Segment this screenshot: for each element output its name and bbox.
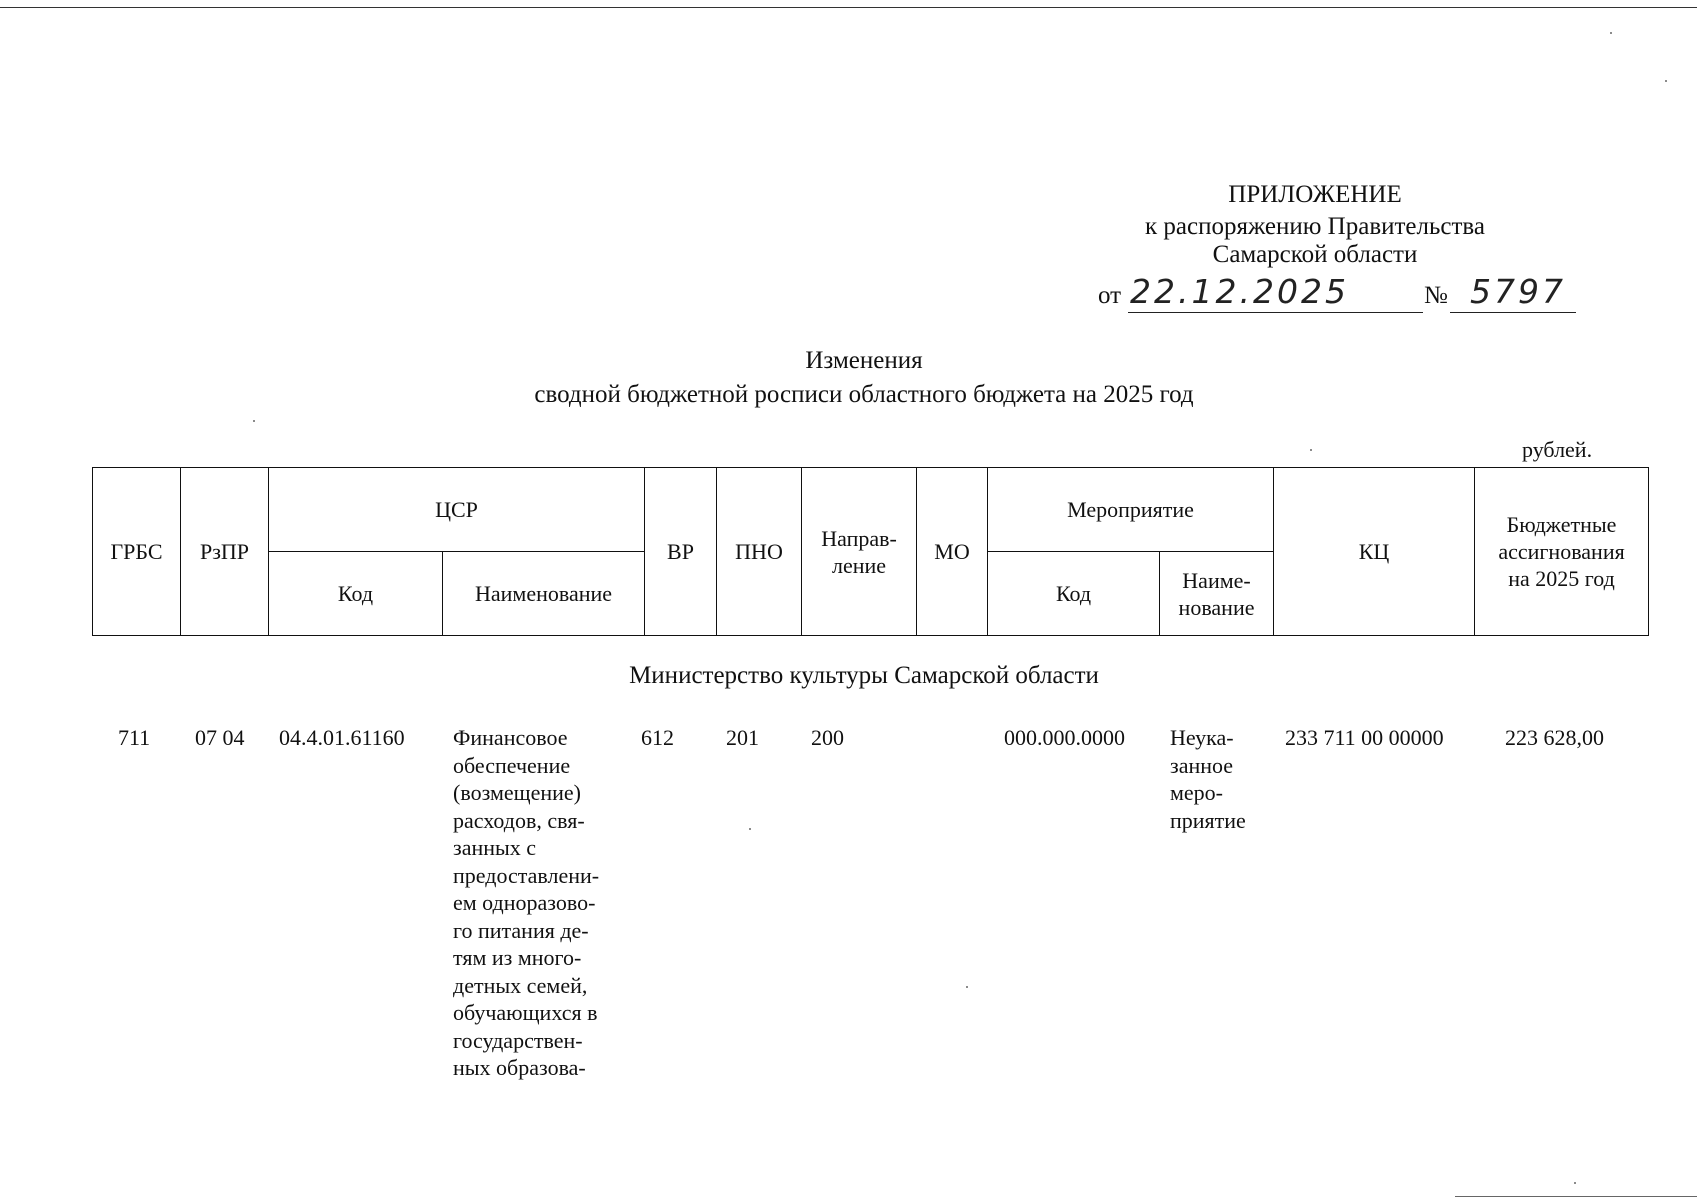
header-budget — [1475, 468, 1649, 636]
row-csr-code: 04.4.01.61160 — [279, 725, 405, 750]
header-direction — [802, 468, 917, 636]
document-subtitle: сводной бюджетной росписи областного бюджета на 2025 год — [534, 381, 1194, 408]
header-event-code: Код — [988, 552, 1160, 636]
csr-name-line: тям из много- — [453, 945, 582, 970]
document-title-block — [0, 344, 1697, 412]
scan-speck — [253, 420, 255, 422]
scan-speck — [749, 828, 751, 830]
scan-speck — [1310, 449, 1312, 451]
header-table — [92, 467, 1649, 636]
row-grbs: 711 — [118, 725, 151, 750]
scan-speck — [1665, 80, 1667, 82]
csr-name-line: обучающихся в — [453, 1000, 598, 1025]
csr-name-line: ем одноразово- — [453, 890, 596, 915]
scan-speck — [1610, 32, 1612, 34]
header-event: Мероприятие — [988, 468, 1274, 552]
csr-name-line: обеспечение — [453, 752, 571, 778]
csr-name-line: го питания де- — [453, 917, 589, 943]
header-mo: МО — [917, 468, 988, 636]
csr-name-line: ных образова- — [453, 1055, 586, 1080]
date-prefix: от — [1098, 282, 1122, 309]
header-kc: КЦ — [1274, 468, 1475, 636]
header-budget-line-3: на 2025 год — [1508, 566, 1615, 591]
csr-name-line: занных с — [453, 835, 537, 860]
number-handwritten: 5797 — [1470, 272, 1566, 311]
header-rzpr: РзПР — [181, 468, 269, 636]
csr-name-line: расходов, свя- — [453, 807, 585, 833]
appendix-block — [1090, 181, 1540, 269]
row-event-name — [1170, 724, 1246, 834]
appendix-title: ПРИЛОЖЕНИЕ — [1228, 181, 1402, 208]
header-csr-name: Наименование — [443, 552, 645, 636]
header-grbs: ГРБС — [93, 468, 181, 636]
csr-name-line: Финансовое — [453, 725, 568, 750]
scan-speck — [1574, 1182, 1576, 1184]
event-name-line: приятие — [1170, 807, 1246, 833]
appendix-date-number — [1098, 272, 1578, 316]
row-csr-name — [453, 724, 621, 1082]
row-kc: 233 711 00 00000 — [1285, 725, 1444, 750]
row-rzpr: 07 04 — [195, 725, 245, 750]
row-pno: 201 — [726, 725, 759, 750]
header-event-name-line-2: нование — [1178, 594, 1255, 620]
header-direction-line-1: Направ- — [821, 525, 897, 551]
top-scan-rule — [0, 7, 1697, 8]
header-csr: ЦСР — [269, 468, 645, 552]
appendix-line-1: к распоряжению Правительства — [1144, 213, 1485, 240]
header-vr: ВР — [645, 468, 717, 636]
header-pno: ПНО — [717, 468, 802, 636]
event-name-line: занное — [1170, 752, 1234, 778]
date-handwritten: 22.12.2025 — [1130, 272, 1349, 311]
row-budget: 223 628,00 — [1505, 725, 1604, 750]
header-budget-line-1: Бюджетные — [1506, 512, 1617, 537]
row-direction: 200 — [811, 725, 844, 750]
number-prefix: № — [1424, 282, 1448, 309]
event-name-line: меро- — [1170, 780, 1224, 805]
csr-name-line: детных семей, — [453, 972, 588, 998]
row-event-code: 000.000.0000 — [1004, 725, 1125, 750]
bottom-scan-rule — [1455, 1196, 1697, 1197]
csr-name-line: государствен- — [453, 1027, 583, 1053]
header-budget-line-2: ассигнования — [1498, 539, 1625, 564]
appendix-line-2: Самарской области — [1212, 241, 1418, 268]
event-name-line: Неука- — [1170, 725, 1234, 750]
header-event-name-line-1: Наиме- — [1182, 567, 1251, 593]
csr-name-line: (возмещение) — [453, 780, 581, 805]
header-event-name — [1160, 552, 1274, 636]
units-label: рублей. — [1522, 437, 1593, 462]
header-csr-code: Код — [269, 552, 443, 636]
section-title: Министерство культуры Самарской области — [629, 662, 1099, 689]
csr-name-line: предоставлени- — [453, 862, 600, 888]
row-vr: 612 — [641, 725, 674, 750]
header-direction-line-2: ление — [831, 552, 887, 578]
scan-speck — [966, 986, 968, 988]
document-title: Изменения — [805, 347, 923, 374]
